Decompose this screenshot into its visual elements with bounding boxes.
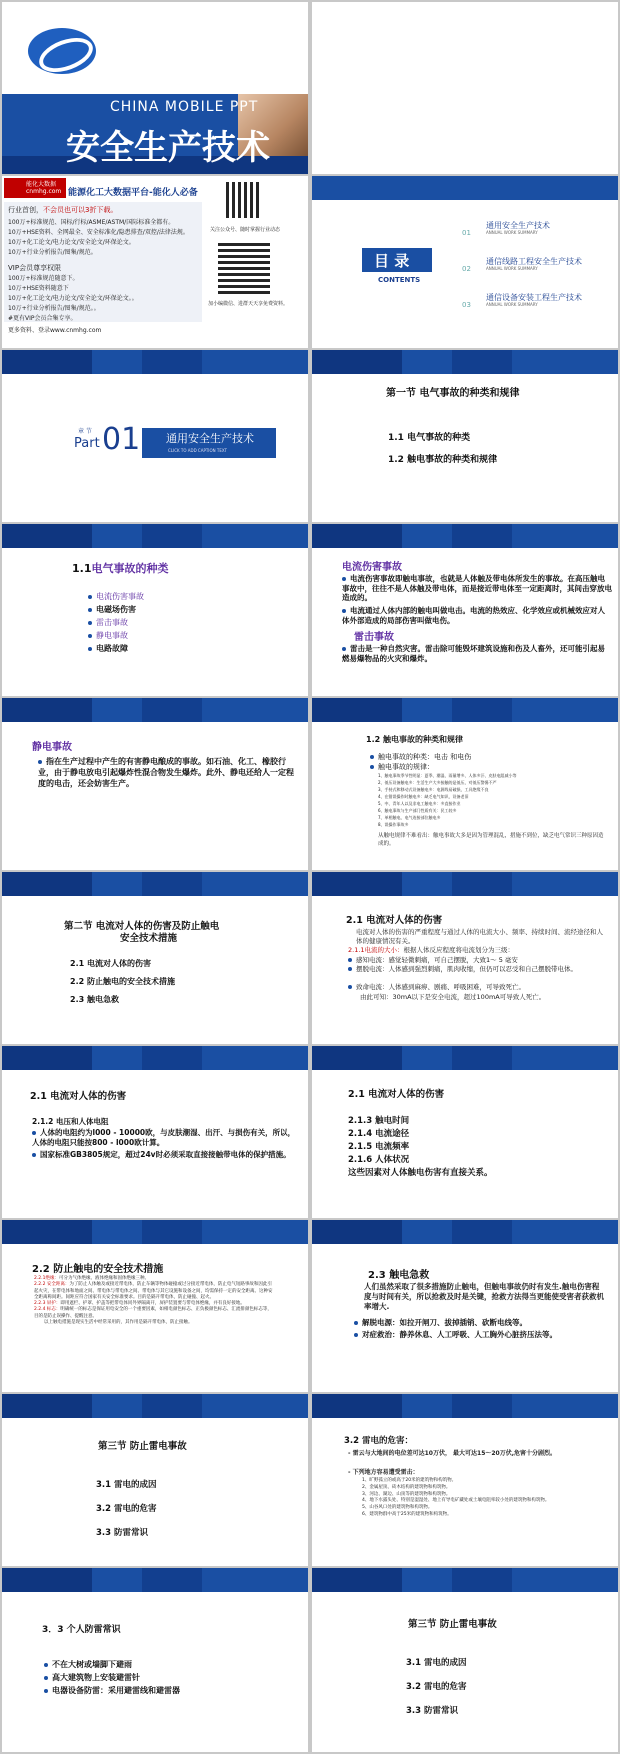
- qr-code-2: [218, 242, 270, 294]
- ad-header: 能源化工大数据平台-能化人必备: [68, 188, 198, 198]
- slide-part01[interactable]: [2, 350, 308, 522]
- slide-contents[interactable]: [312, 176, 618, 348]
- slide-2-1a[interactable]: 2.1 电流对人体的伤害 电流对人体的伤害的严重程度与通过人体的电流大小、频率、持续时间、流经途径和人体的健康情况有关。 2.1.1电流的大小：根据人体反应程度将电流划分为三级： 感知电流：感觉轻微刺痛，可自己摆脱，大致1～ 5 毫安 摆脱电流：人体感到强烈刺痛，肌肉收缩，但仍可以忍受和自己摆脱带电体。 致命电流：人体感到麻痹、剧痛、呼吸困难，可导致死亡。 由此可知：30mA以下是安全电流，超过100mA可导致人死亡。: [312, 872, 618, 1044]
- contents-title: 目 录: [374, 252, 410, 270]
- part-sub: CLICK TO ADD CAPTION TEXT: [168, 448, 227, 453]
- ad-lines1: 100万+标准规范、国标/行标/ASME/ASTM/国际标准全都有。 10万+HSE资料、全网最全、安全标准化/隐患排查/双控/法律法规。 10万+化工论文/电力论文/安全论文/环保论文。 10万+行业分析报告/图集/规范。: [8, 219, 189, 256]
- cover-title: 安全生产技术: [66, 128, 270, 168]
- ad-logo: 能化大数据 cnmhg.com: [4, 178, 66, 198]
- slide-1-2[interactable]: 1.2 触电事故的种类和规律 触电事故的种类：电击 和电伤 触电事故的规律： 1、触电事故季节性明显：夏季、潮湿、雨量增多、人体多汗、皮肤电阻减小等 2、低压设备触电多：生活生产大多接触的是低压，对低压警惕不严 3、手持式和移动式设备触电多：电源线易破损，工具绝缘不良 4、在错误操作时触电多：缺乏电气知识，设备老旧 5、中、青年人以及非电工触电多：多直接作业 6、触电事故与生产部门性质有关：民工较多 7、单相触电、电气连接部位触电多 8、误操作事故多 从触电规律不难看出：触电事故大多是因为管理混乱，措施不到位，缺乏电气常识三种原因造成的。: [312, 698, 618, 870]
- cover-brand: CHINA MOBILE PPT: [110, 99, 259, 115]
- slide-current-injury[interactable]: 电流伤害事故 电流伤害事故即触电事故，也就是人体触及带电体所发生的事故。在高压触电事故中，往往不是人体触及带电体，而是接近带电体至一定距离时，其间击穿放电造成的。 电流通过人体内部的触电叫做电击。电流的热效应、化学效应或机械效应对人体外部造成的局部伤害叫做电伤。 雷击事故 雷击是一种自然灾害。雷击除可能毁坏建筑设施和伤及人畜外，还可能引起易燃易爆物品的火灾和爆炸。: [312, 524, 618, 696]
- slide-section3-repeat[interactable]: 第三节 防止雷电事故 3.1 雷电的成因 3.2 雷电的危害 3.3 防雷常识: [312, 1568, 618, 1752]
- slide-section1[interactable]: 第一节 电气事故的种类和规律 1.1 电气事故的种类 1.2 触电事故的种类和规律: [312, 350, 618, 522]
- slide-3-3[interactable]: 3．3 个人防雷常识 不在大树或墙脚下避雨 高大建筑物上安装避雷针 电器设备防雷：采用避雷线和避雷器: [2, 1568, 308, 1752]
- contents-item-1[interactable]: 01 通用安全生产技术 ANNUAL WORK SUMMARY: [462, 221, 550, 237]
- slide-ad[interactable]: 能化大数据 cnmhg.com 能源化工大数据平台-能化人必备 行业首创，不会员也可以3折下载。 100万+标准规范、国标/行标/ASME/ASTM/国际标准全都有。 10万+HSE资料、全网最全、安全标准化/隐患排查/双控/法律法规。 10万+化工论文/电力论文/安全论文/环保论文。 10万+行业分析报告/图集/规范。 VIP会员尊享权限 100万+标准规范随意下。 10万+HSE资料随意下 10万+化工论文/电力论文/安全论文/环保论文。。 10万+行业分析报告/图集/规范。。 #更有VIP会员合集专享。 更多资料、登录www.cnmhg.com 关注公众号、随时掌握行业动态 加小编微信、进群天天享免费资料。: [2, 176, 308, 348]
- slide-cover[interactable]: [2, 2, 308, 174]
- ad-lines2: 100万+标准规范随意下。 10万+HSE资料随意下 10万+化工论文/电力论文/安全论文/环保论文。。 10万+行业分析报告/图集/规范。。 #更有VIP会员合集专享。: [8, 275, 138, 322]
- slide-2-1c[interactable]: 2.1 电流对人体的伤害 2.1.3 触电时间 2.1.4 电流途径 2.1.5 电流频率 2.1.6 人体状况 这些因素对人体触电伤害有直接关系。: [312, 1046, 618, 1218]
- part-title: 通用安全生产技术: [166, 432, 254, 445]
- china-mobile-logo: [28, 28, 96, 74]
- contents-subtitle: CONTENTS: [378, 276, 421, 284]
- slide-2-2[interactable]: 2.2 防止触电的安全技术措施 2.2.1绝缘：可分为气体绝缘、液体绝缘和固体绝缘三种。 2.2.2 安全距离：为了防止人体触及或接近带电体，防止车辆等物体碰撞或过分接近带电体，防止电气短路事故和因此引起火灾，在带电体和地面之间、带电体与带电体之间、带电体与其它设施和设备之间，均需保持一定的安全距离。这种安全距离称间距。间距应符合国家有关安全标准要求。目的是隔开带电体，防止碰撞、起火。 2.2.3 屏护：即用遮栏、护罩、护盖等把带电体同外界隔离开，屏护装置要与带电体绝缘，并有良好接地。 2.2.4 标志：明确统一的标志是保证用电安全的一个重要因素，如相电颜色标志、正负极颜色标志、汇流排颜色标志等，目的是防止误操作、提醒注意。 以上触电措施是现实生活中经常采用的，其作用是隔开带电体，防止接触。: [2, 1220, 308, 1392]
- slide-section2[interactable]: 第二节 电流对人体的伤害及防止触电 安全技术措施 2.1 电流对人体的伤害 2.2 防止触电的安全技术措施 2.3 触电急救: [2, 872, 308, 1044]
- slide-static[interactable]: 静电事故 指在生产过程中产生的有害静电酿成的事故。如石油、化工、橡胶行业，由于静电放电引起爆炸性混合物发生爆炸。此外、静电还给人一定程度的电击，还会妨害生产。: [2, 698, 308, 870]
- contents-item-2[interactable]: 02 通信线路工程安全生产技术 ANNUAL WORK SUMMARY: [462, 257, 582, 273]
- part-chapter: 章 节: [78, 428, 92, 435]
- contents-item-3[interactable]: 03 通信设备安装工程生产技术 ANNUAL WORK SUMMARY: [462, 293, 582, 309]
- lightning-places: 1、旷野孤立的或高于20米的建筑物和构筑物。 2、金属屋顶、砖木结构的建筑物和构筑物。 3、河边、湖边、山顶等的建筑物和构筑物。 4、地下水露头处、特别是湿湿处、地上有导电矿藏处或土壤电阻率较小处的建筑物和构筑物。 5、山谷风口处的建筑物和构筑物。 6、建筑物群中高于25米的建筑物和构筑物。: [362, 1478, 550, 1517]
- qr-code-1: [226, 182, 262, 218]
- part-label: Part: [74, 436, 100, 451]
- slide-section3[interactable]: 第三节 防止雷电事故 3.1 雷电的成因 3.2 雷电的危害 3.3 防雷常识: [2, 1394, 308, 1566]
- slide-2-3[interactable]: 2.3 触电急救 人们虽然采取了很多措施防止触电，但触电事故仍时有发生.触电伤害程度与时间有关，所以抢救及时是关键，抢救方法得当更能使受害者获救机率增大. 解脱电源：如拉开闸刀、拔掉插销、砍断电线等。 对症救治：静养休息、人工呼吸、人工胸外心脏挤压法等。: [312, 1220, 618, 1392]
- slide-top-right[interactable]: [312, 2, 618, 174]
- rule-lines: 1、触电事故季节性明显：夏季、潮湿、雨量增多、人体多汗、皮肤电阻减小等 2、低压设备触电多：生活生产大多接触的是低压，对低压警惕不严 3、手持式和移动式设备触电多：电源线易破损，工具绝缘不良 4、在错误操作时触电多：缺乏电气知识，设备老旧 5、中、青年人以及非电工触电多：多直接作业 6、触电事故与生产部门性质有关：民工较多 7、单相触电、电气连接部位触电多 8、误操作事故多: [378, 773, 517, 827]
- slide-2-1b[interactable]: 2.1 电流对人体的伤害 2.1.2 电压和人体电阻 人体的电阻约为l000 - 10000欧，与皮肤潮湿、出汗、与损伤有关，所以，人体的电阻只能按800 - l000欧计算。 国家标准GB3805规定，超过24v时必须采取直接接触带电体的保护措施。: [2, 1046, 308, 1218]
- part-number: 01: [102, 422, 141, 457]
- slide-3-2[interactable]: 3.2 雷电的危害： - 雷云与大地间的电位差可达10万伏， 最大可达15～20万伏,危害十分剧烈。 - 下列地方容易遭受雷击： 1、旷野孤立的或高于20米的建筑物和构筑物。 2、金属屋顶、砖木结构的建筑物和构筑物。 3、河边、湖边、山顶等的建筑物和构筑物。 4、地下水露头处、特别是湿湿处、地上有导电矿藏处或土壤电阻率较小处的建筑物和构筑物。 5、山谷风口处的建筑物和构筑物。 6、建筑物群中高于25米的建筑物和构筑物。: [312, 1394, 618, 1566]
- slide-1-1[interactable]: 1.1电气事故的种类 电流伤害事故 电磁场伤害 雷击事故 静电事故 电路故障: [2, 524, 308, 696]
